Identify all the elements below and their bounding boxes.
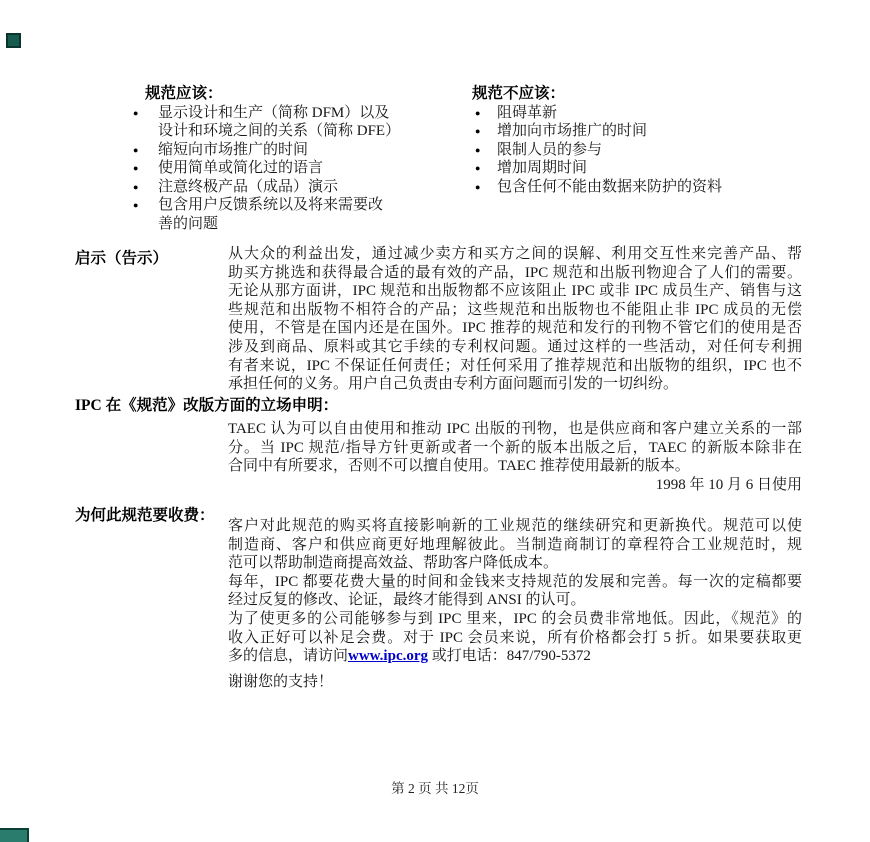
page-number-footer: 第 2 页 共 12页 (391, 781, 479, 796)
list-item-text: 使用简单或简化过的语言 (158, 160, 324, 176)
stance-paragraph (228, 420, 802, 494)
text-line: TAEC 认为可以自由使用和推动 IPC 出版的刊物，也是供应商和客户建立关系的一部 (228, 421, 802, 437)
text-line: 承担任何的义务。用户自己负责由专利方面问题而引发的一切纠纷。 (228, 376, 679, 393)
text-line: 使用，不管是在国内还是在国外。IPC 推荐的规范和发行的刊物不管它们的使用是否 (228, 320, 802, 337)
text-line: 合同中有所要求，否则不可以擅自使用。TAEC 推荐使用最新的版本。 (228, 458, 690, 475)
text-line: 助买方挑选和获得最合适的最有效的产品，IPC 规范和出版刊物迎合了人们的需要。 (228, 264, 802, 281)
stance-section-heading: IPC 在《规范》改版方面的立场申明： (75, 397, 339, 414)
link-prefix-text: 多的信息，请访问 (228, 648, 349, 665)
list-item (133, 159, 445, 178)
list-item (133, 196, 445, 233)
bullet-icon: ● (133, 144, 139, 155)
list-item (472, 141, 802, 160)
fee-section-heading: 为何此规范要收费： (75, 507, 215, 524)
bullet-icon: ● (133, 107, 139, 118)
text-line: 经过反复的修改、论证，最终才能得到 ANSI 的认可。 (228, 592, 586, 609)
list-item-text: 增加向市场推广的时间 (497, 123, 648, 139)
corner-marker-icon (0, 828, 29, 842)
list-item-text: 缩短向市场推广的时间 (158, 141, 309, 158)
fee-paragraphs (228, 517, 802, 666)
text-line: 些规范和出版物不相符合的产品；这些规范和出版物也不能阻止非 IPC 成员的无偿 (228, 301, 802, 318)
text-line: 涉及到商品、原料或其它手续的专利权问题。通过这样的一些活动，对任何专利拥 (228, 338, 802, 355)
bullet-icon: ● (475, 181, 481, 192)
spec-should-not-title: 规范不应该： (472, 85, 566, 102)
list-item (133, 178, 445, 197)
list-item (133, 141, 445, 160)
bullet-icon: ● (133, 163, 139, 173)
list-item-text: 注意终极产品（成品）演示 (158, 178, 339, 195)
spec-should-title: 规范应该： (145, 85, 223, 102)
spec-should-not-list (472, 85, 802, 196)
list-item (472, 104, 802, 123)
list-item-text: 设计和环境之间的关系（简称 DFE） (158, 123, 401, 139)
list-item-text: 善的问题 (158, 215, 219, 232)
link-suffix-text: 或打电话：847/790-5372 (428, 648, 591, 665)
bullet-icon: ● (475, 126, 481, 136)
list-item (472, 122, 802, 141)
ipc-website-link[interactable]: www.ipc.org (348, 648, 429, 665)
list-item-text: 显示设计和生产（简称 DFM）以及 (158, 104, 390, 121)
effective-date: 1998 年 10 月 6 日使用 (655, 476, 802, 493)
list-item-text: 包含用户反馈系统以及将来需要改 (158, 197, 384, 213)
text-line: 从大众的利益出发，通过减少卖方和买方之间的误解、利用交互性来完善产品、帮 (228, 246, 802, 262)
bullet-icon: ● (475, 144, 481, 155)
list-item (472, 178, 802, 197)
text-line: 收入正好可以补足会费。对于 IPC 会员来说，所有价格都会打 5 折。如果要获取更 (228, 629, 802, 646)
text-line: 每年，IPC 都要花费大量的时间和金钱来支持规范的发展和完善。每一次的定稿都要 (228, 573, 802, 590)
list-item-text: 增加周期时间 (497, 160, 588, 176)
text-line: 客户对此规范的购买将直接影响新的工业规范的继续研究和更新换代。规范可以使 (228, 518, 802, 534)
text-line: 有者来说，IPC 不保证任何责任；对任何采用了推荐规范和出版物的组织，IPC 也不 (228, 357, 802, 374)
thanks-text: 谢谢您的支持！ (228, 674, 334, 690)
bullet-icon: ● (475, 107, 481, 118)
bullet-icon: ● (133, 181, 139, 192)
insight-paragraph (228, 245, 802, 394)
text-line: 分。当 IPC 规范/指导方针更新或者一个新的版本出版之后，TAEC 的新版本除非在 (228, 439, 802, 456)
corner-marker-icon (6, 33, 21, 48)
spec-should-list (133, 85, 445, 233)
text-line: 为了使更多的公司能够参与到 IPC 里来，IPC 的会员费非常地低。因此，《规范》的 (228, 610, 802, 627)
list-item (133, 104, 445, 141)
text-line: 制造商、客户和供应商更好地理解彼此。当制造商制订的章程符合工业规范时，规 (228, 536, 802, 553)
list-item-text: 包含任何不能由数据来防护的资料 (497, 178, 723, 195)
bullet-icon: ● (133, 200, 139, 210)
list-item-text: 阻碍革新 (497, 104, 558, 121)
bullet-icon: ● (475, 163, 481, 173)
list-item (472, 159, 802, 178)
text-line: 范可以帮助制造商提高效益、帮助客户降低成本。 (228, 555, 559, 572)
list-item-text: 限制人员的参与 (497, 141, 603, 158)
text-line: 无论从那方面讲，IPC 规范和出版物都不应该阻止 IPC 或非 IPC 成员生产、销售与这 (228, 283, 802, 300)
text-line-with-link (228, 647, 802, 666)
insight-section-label: 启示（告示） (75, 250, 169, 267)
